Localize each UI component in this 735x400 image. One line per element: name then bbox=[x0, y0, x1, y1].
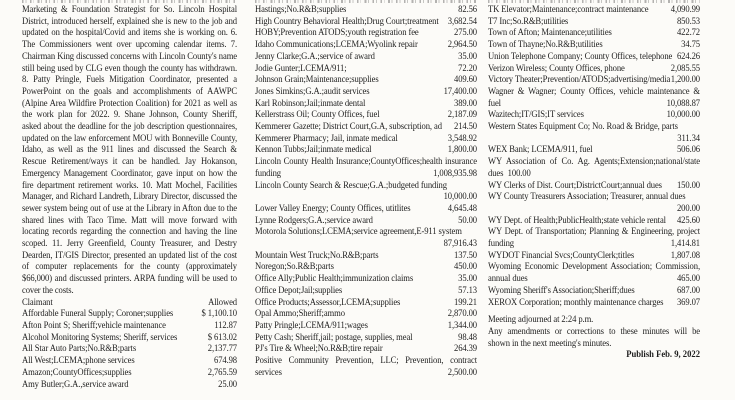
claim-row bbox=[488, 63, 700, 75]
claim-row bbox=[255, 133, 477, 145]
claim-amount: 1,800.00 bbox=[447, 144, 477, 156]
claim-row bbox=[255, 320, 477, 332]
claim-row bbox=[488, 39, 700, 51]
claim-amount: 850.53 bbox=[676, 15, 700, 27]
claim-row bbox=[255, 203, 477, 215]
claim-amount: 506.06 bbox=[676, 144, 700, 156]
claim-row bbox=[488, 121, 700, 144]
claim-name: Idaho Communications;LCEMA;Wyolink repair bbox=[255, 39, 418, 51]
claim-name: Positive Community Prevention, LLC; Prevention, contract services bbox=[255, 355, 477, 378]
claim-name: Noregon;So.R&B;parts bbox=[255, 261, 334, 273]
claim-name: Wagner & Wagner; County Offices, vehicle maintenance & fuel bbox=[488, 85, 700, 109]
allowed-column-header: Allowed bbox=[208, 296, 237, 308]
claim-name: Kellerstrass Oil; County Offices, fuel bbox=[255, 109, 380, 121]
claim-amount: 311.34 bbox=[677, 132, 700, 144]
claim-name: WY County Treasurers Association; Treasurer, annual dues bbox=[488, 191, 686, 203]
claim-row bbox=[488, 27, 700, 39]
claims-list-2 bbox=[255, 4, 477, 379]
claim-name: Lower Valley Energy; County Offices, utitlites bbox=[255, 202, 411, 214]
clipped-top-text bbox=[255, 0, 477, 3]
claim-row bbox=[255, 121, 477, 133]
claim-name: Kemmerer Gazette; District Court,G.A, subscription, ad bbox=[255, 121, 442, 133]
claim-amount: 369.07 bbox=[676, 296, 700, 308]
claim-name: WY Association of Co. Ag. Agents;Extension;national/state dues bbox=[488, 156, 700, 179]
claim-amount: 1,414.81 bbox=[670, 238, 700, 250]
claim-row bbox=[22, 343, 237, 355]
claim-amount: 35.00 bbox=[458, 273, 477, 285]
claim-row bbox=[255, 226, 477, 249]
claim-row bbox=[488, 191, 700, 214]
claim-row bbox=[22, 332, 237, 344]
claim-name: Amazon;CountyOffices;supplies bbox=[22, 366, 132, 378]
publish-date-text: Publish Feb. 9, 2022 bbox=[626, 349, 700, 361]
claim-name: Verizon Wireless; County Offices, phone bbox=[488, 62, 625, 74]
claim-amount: 1,344.00 bbox=[447, 319, 477, 331]
claim-row bbox=[255, 39, 477, 51]
claim-name: WY Dept. of Health;PublicHealth;state vehicle rental bbox=[488, 214, 666, 226]
claim-amount: 199.21 bbox=[453, 296, 477, 308]
claim-name: Lincoln County Health Insurance;CountyOffices;health insurance funding bbox=[255, 156, 477, 179]
claim-amount: 10,000.00 bbox=[443, 191, 477, 203]
claim-name: All Star Auto Parts;No.R&B;parts bbox=[22, 343, 137, 355]
claim-row bbox=[22, 367, 237, 379]
claim-name: Kennon Tubbs;Jail;inmate medical bbox=[255, 144, 372, 156]
claim-name: Motorola Solutions;LCEMA;service agreement,E-911 system bbox=[255, 226, 462, 238]
claim-row bbox=[255, 109, 477, 121]
claim-amount: 25.00 bbox=[218, 378, 237, 390]
claim-name: Town of Afton; Maintenance;utilities bbox=[488, 27, 612, 39]
claim-name: Petty Cash; Sheriff,jail; postage, supplies, meal bbox=[255, 331, 413, 343]
claim-name: Wyoming Economic Development Association; Commission, annual dues bbox=[488, 261, 700, 285]
claim-name: Union Telephone Company; County Offices, telephone bbox=[488, 50, 673, 62]
claim-row bbox=[488, 285, 700, 297]
claim-amount: 422.72 bbox=[676, 27, 700, 39]
claim-amount: 2,500.00 bbox=[447, 366, 477, 378]
claim-amount: 82.56 bbox=[458, 4, 477, 15]
claim-amount: 137.50 bbox=[453, 249, 477, 261]
claim-amount: 150.00 bbox=[676, 179, 700, 191]
claim-row bbox=[488, 144, 700, 156]
claim-name: HOBY;Prevention ATODS;youth registration fee bbox=[255, 27, 419, 39]
claim-row bbox=[488, 74, 700, 86]
claim-row bbox=[255, 16, 477, 28]
claim-row bbox=[488, 226, 700, 249]
claim-row bbox=[255, 63, 477, 75]
claim-row bbox=[255, 215, 477, 227]
claim-amount: 465.00 bbox=[676, 273, 700, 285]
claim-amount: 425.60 bbox=[676, 214, 700, 226]
claim-name: Mountain West Truck;No.R&B;parts bbox=[255, 249, 379, 261]
claim-amount: 10,088.87 bbox=[666, 97, 700, 109]
claim-name: WYDOT Financial Svcs;CountyClerk;titles bbox=[488, 249, 635, 261]
claim-row bbox=[255, 285, 477, 297]
claim-row bbox=[488, 156, 700, 179]
claim-name: Lincoln County Search & Rescue;G.A.;budgeted funding bbox=[255, 179, 447, 191]
claim-row bbox=[488, 4, 700, 16]
left-column bbox=[22, 0, 237, 400]
claimant-column-header: Claimant bbox=[22, 296, 53, 308]
claim-amount: 10,000.00 bbox=[666, 109, 700, 121]
claim-amount: 2,964.50 bbox=[447, 39, 477, 51]
claim-name: Hastings;No.R&B;supplies bbox=[255, 4, 347, 15]
claim-row bbox=[255, 51, 477, 63]
claim-amount: 57.13 bbox=[458, 284, 477, 296]
claim-row bbox=[488, 297, 700, 309]
claim-amount: 72.20 bbox=[458, 62, 477, 74]
claim-row bbox=[255, 180, 477, 203]
claim-amount: 98.48 bbox=[458, 331, 477, 343]
claim-name: WY Clerks of Dist. Court;DistrictCourt;annual dues bbox=[488, 179, 662, 191]
claim-row bbox=[488, 109, 700, 121]
claim-row bbox=[22, 355, 237, 367]
claim-name: TK Elevator;Maintenance;contract maintenance bbox=[488, 4, 649, 15]
claim-row bbox=[255, 4, 477, 16]
claim-row bbox=[255, 343, 477, 355]
claim-amount: 214.50 bbox=[453, 121, 477, 133]
claim-row bbox=[255, 297, 477, 309]
claim-amount: 2,870.00 bbox=[447, 308, 477, 320]
clipped-top-text bbox=[488, 0, 700, 3]
claim-amount: 3,682.54 bbox=[447, 15, 477, 27]
claim-name: Afton Point S; Sheriff;vehicle maintenance bbox=[22, 319, 166, 331]
claim-amount: 275.00 bbox=[453, 27, 477, 39]
claim-row bbox=[255, 144, 477, 156]
claim-name: Jodie Gunter;LCEMA/911; bbox=[255, 62, 347, 74]
claim-name: WEX Bank; LCEMA/911, fuel bbox=[488, 144, 593, 156]
claim-name: Wyoming Sheriff's Association;Sheriff;dues bbox=[488, 284, 635, 296]
claim-row bbox=[255, 332, 477, 344]
minutes-paragraph: Marketing & Foundation Strategist for So. Lincoln Hospital District, introduced herself, explained she is new to the job and updated on the hospital/Covid and items she is working on. 6. The Commissioners went over upcoming calendar items. 7. Chairman King discussed concerns with Lincoln County's name still being used by CLG even though the county has withdrawn. 8. Patty Pringle, Fuels Mitigation Coordinator, presented a PowerPoint on the goals and accomplishments of AAWPC (Alpine Area Wildfire Protection Coalition) for 2021 as well as the work plan for 2022. 9. Shane Johnson, County Sheriff, asked about the deadline for the job description questionnaires, updated on the law enforcement MOU with Bonneville County, Idaho, as well as the 911 lines and discussed the Search & Rescue Retirement/ways it can be handled. Jay Hokanson, Emergency Management Coordinator, gave input on how the fire department retirement works. 10. Matt Mochel, Facilities Manager, and Richard Landreth, Library Director, discussed the sewer system being out of use at the Library in Afton due to the shared lines with Taco Time. Matt will move forward with locating records regarding the connection and having the line scoped. 11. Jerry Greenfield, County Treasurer, and Destry Dearden, IT/GIS Director, presented an updated list of the cost of computer replacements for the county (approximately $66,000) and discussed printers. ARPA funding will be used to cover the costs. bbox=[22, 4, 237, 296]
claim-amount: 2,085.55 bbox=[670, 62, 700, 74]
claim-row bbox=[255, 27, 477, 39]
claim-name: Western States Equipment Co; No. Road & Bridge, parts bbox=[488, 121, 678, 133]
middle-column bbox=[255, 0, 477, 400]
claim-name: Office Depot;Jail;supplies bbox=[255, 284, 343, 296]
claim-row bbox=[22, 379, 237, 391]
claim-amount: 389.00 bbox=[453, 97, 477, 109]
claim-amount: 34.75 bbox=[681, 39, 700, 51]
claim-name: Affordable Funeral Supply; Coroner;supplies bbox=[22, 308, 174, 320]
clipped-top-text bbox=[22, 0, 237, 3]
claim-amount: 87,916.43 bbox=[443, 238, 477, 250]
claim-amount: 100.00 bbox=[507, 167, 531, 179]
claim-row bbox=[22, 320, 237, 332]
claim-row bbox=[488, 86, 700, 109]
claim-name: Kemmerer Pharmacy; Jail, inmate medical bbox=[255, 132, 398, 144]
claim-row bbox=[255, 98, 477, 110]
claim-amount: 17,400.00 bbox=[443, 85, 477, 97]
claim-amount: 4,090.99 bbox=[670, 4, 700, 15]
claim-row bbox=[488, 51, 700, 63]
claims-list-1 bbox=[22, 308, 237, 390]
claim-name: Karl Robinson;Jail;inmate dental bbox=[255, 97, 366, 109]
claim-row bbox=[255, 74, 477, 86]
claim-amount: 409.60 bbox=[453, 74, 477, 86]
claim-amount: 2,187.09 bbox=[447, 109, 477, 121]
claim-name: WY Dept. of Transportation; Planning & Engineering, project funding bbox=[488, 226, 700, 250]
claim-amount: 687.00 bbox=[676, 284, 700, 296]
claim-amount: $ 613.02 bbox=[207, 331, 237, 343]
claim-name: Amy Butler;G.A.,service award bbox=[22, 378, 129, 390]
claim-name: XEROX Corporation; monthly maintenance charges bbox=[488, 296, 664, 308]
claim-name: Office Ally;Public Health;immunization claims bbox=[255, 273, 414, 285]
claim-amount: 1,807.08 bbox=[670, 249, 700, 261]
claim-row bbox=[255, 156, 477, 179]
claim-row bbox=[488, 215, 700, 227]
claim-amount: 1,200.00 bbox=[670, 74, 700, 86]
claim-amount: 674.98 bbox=[213, 355, 237, 367]
amendments-text: Any amendments or corrections to these minutes will be shown in the next meeting's minutes. bbox=[488, 325, 700, 349]
claim-name: Alcohol Monitoring Systems; Sheriff, services bbox=[22, 331, 178, 343]
claim-row bbox=[488, 180, 700, 192]
claim-name: T7 Inc;So.R&B;utilities bbox=[488, 15, 569, 27]
claim-name: Opal Ammo;Sheriff;ammo bbox=[255, 308, 345, 320]
claim-name: Victory Theater;Prevention/ATODS;advertising/media bbox=[488, 74, 671, 86]
claim-row bbox=[255, 308, 477, 320]
claim-row bbox=[488, 250, 700, 262]
claim-name: All West;LCEMA;phone services bbox=[22, 355, 135, 367]
claim-name: Jenny Clarke;G.A.;service of award bbox=[255, 50, 375, 62]
claim-row bbox=[255, 273, 477, 285]
claims-list-3 bbox=[488, 4, 700, 308]
claim-row bbox=[488, 16, 700, 28]
claim-amount: 35.00 bbox=[458, 50, 477, 62]
claim-name: Town of Thayne;No.R&B;utilities bbox=[488, 39, 603, 51]
claim-amount: 2,765.59 bbox=[207, 366, 237, 378]
claim-row bbox=[255, 355, 477, 378]
claim-name: Patty Pringle;LCEMA/911;wages bbox=[255, 319, 368, 331]
claim-amount: 4,645.48 bbox=[447, 202, 477, 214]
claim-amount: 450.00 bbox=[453, 261, 477, 273]
claim-name: Johnson Grain;Maintenance;supplies bbox=[255, 74, 379, 86]
claim-row bbox=[22, 308, 237, 320]
claim-amount: 112.87 bbox=[214, 319, 237, 331]
claim-row bbox=[255, 261, 477, 273]
right-column bbox=[488, 0, 700, 400]
claim-name: Wazitech;IT/GIS;IT services bbox=[488, 109, 584, 121]
claim-amount: 50.00 bbox=[458, 214, 477, 226]
claim-amount: 624.26 bbox=[676, 50, 700, 62]
claim-name: PJ's Tire & Wheel;No.R&B;tire repair bbox=[255, 343, 383, 355]
claim-row bbox=[255, 86, 477, 98]
claim-amount: 1,008,935.98 bbox=[433, 167, 477, 179]
claim-name: Jones Simkins;G.A.;audit services bbox=[255, 85, 370, 97]
claim-amount: 200.00 bbox=[676, 202, 700, 214]
claim-amount: 2,137.77 bbox=[207, 343, 237, 355]
claim-amount: 264.39 bbox=[453, 343, 477, 355]
meeting-adjourned-text: Meeting adjourned at 2:24 p.m. bbox=[488, 314, 594, 326]
claim-name: Office Products;Assessor,LCEMA;supplies bbox=[255, 296, 401, 308]
claim-amount: 3,548.92 bbox=[447, 132, 477, 144]
claim-name: Lynne Rodgers;G.A.;service award bbox=[255, 214, 373, 226]
claims-header-row bbox=[22, 297, 237, 309]
claim-row bbox=[488, 261, 700, 284]
claim-name: High Country Behavioral Health;Drug Court;treatment bbox=[255, 15, 439, 27]
claim-amount: $ 1,100.10 bbox=[201, 308, 237, 320]
claim-row bbox=[255, 250, 477, 262]
